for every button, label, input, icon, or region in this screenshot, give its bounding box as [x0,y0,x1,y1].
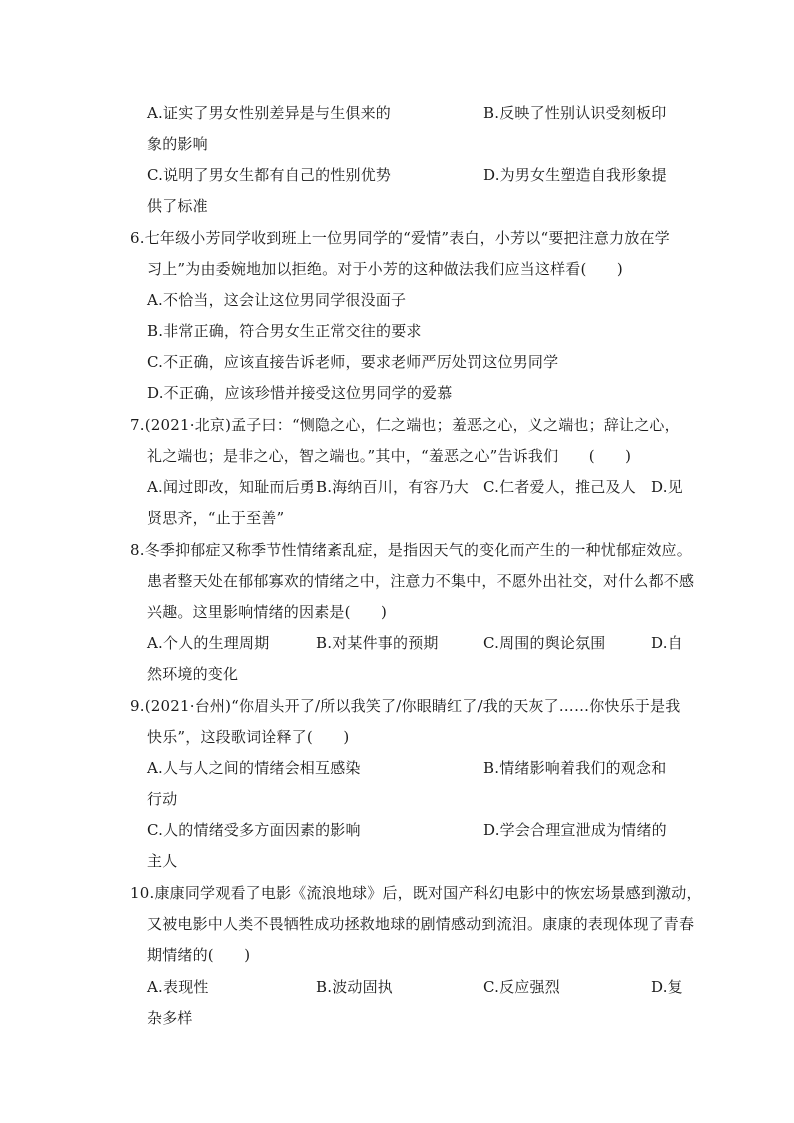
q9-option-b-cont: 行动 [147,790,178,808]
q6-stem-line-1: 6.七年级小芳同学收到班上一位男同学的“爱情”表白，小芳以“要把注意力放在学 [130,229,670,247]
q10-option-c: C.反应强烈 [483,978,560,996]
q9-option-b: B.情绪影响着我们的观念和 [483,759,667,777]
q9-option-a: A.人与人之间的情绪会相互感染 [147,759,361,777]
q7-option-c: C.仁者爱人，推己及人 [483,478,636,496]
q5-option-b-cont: 象的影响 [147,135,208,153]
q6-option-c: C.不正确，应该直接告诉老师，要求老师严厉处罚这位男同学 [147,353,559,371]
q10-stem-line-1: 10.康康同学观看了电影《流浪地球》后，既对国产科幻电影中的恢宏场景感到激动， [130,884,702,902]
q6-option-b: B.非常正确，符合男女生正常交往的要求 [147,322,422,340]
q6-option-d: D.不正确，应该珍惜并接受这位男同学的爱慕 [147,384,453,402]
q8-stem-line-3: 兴趣。这里影响情绪的因素是( ) [147,603,388,621]
q8-option-c: C.周围的舆论氛围 [483,634,606,652]
q8-option-d-cont: 然环境的变化 [147,665,239,683]
q8-option-d: D.自 [651,634,683,652]
q7-option-a: A.闻过即改，知耻而后勇 [147,478,316,496]
q6-option-a: A.不恰当，这会让这位男同学很没面子 [147,291,407,309]
q10-option-a: A.表现性 [147,978,209,996]
q8-stem-line-2: 患者整天处在郁郁寡欢的情绪之中，注意力不集中，不愿外出社交，对什么都不感 [147,572,695,590]
q5-option-d: D.为男女生塑造自我形象提 [483,166,667,184]
q7-option-b: B.海纳百川，有容乃大 [316,478,469,496]
q9-option-d-cont: 主人 [147,852,178,870]
q8-option-b: B.对某件事的预期 [316,634,439,652]
q9-stem-line-2: 快乐”，这段歌词诠释了( ) [147,728,350,746]
q10-stem-line-3: 期情绪的( ) [147,946,251,964]
q7-option-d-cont: 贤思齐，“止于至善” [147,509,285,527]
q9-stem-line-1: 9.(2021·台州)“你眉头开了/所以我笑了/你眼睛红了/我的天灰了……你快乐于是我 [130,697,681,715]
q8-option-a: A.个人的生理周期 [147,634,270,652]
q5-option-a: A.证实了男女性别差异是与生俱来的 [147,104,392,122]
q9-option-c: C.人的情绪受多方面因素的影响 [147,821,361,839]
q7-stem-line-2: 礼之端也；是非之心，智之端也。”其中，“羞恶之心”告诉我们 ( ) [147,447,632,465]
q5-option-d-cont: 供了标准 [147,197,208,215]
q10-option-d: D.复 [651,978,683,996]
q7-option-d: D.见 [651,478,683,496]
q10-stem-line-2: 又被电影中人类不畏牺牲成功拯救地球的剧情感动到流泪。康康的表现体现了青春 [147,915,695,933]
q7-stem-line-1: 7.(2021·北京)孟子曰：“恻隐之心，仁之端也；羞恶之心，义之端也；辞让之心， [130,416,680,434]
q5-option-b: B.反映了性别认识受刻板印 [483,104,667,122]
q5-option-c: C.说明了男女生都有自己的性别优势 [147,166,392,184]
q10-option-d-cont: 杂多样 [147,1009,193,1027]
q9-option-d: D.学会合理宣泄成为情绪的 [483,821,667,839]
q6-stem-line-2: 习上”为由委婉地加以拒绝。对于小芳的这种做法我们应当这样看( ) [147,260,623,278]
q10-option-b: B.波动固执 [316,978,393,996]
q8-stem-line-1: 8.冬季抑郁症又称季节性情绪紊乱症，是指因天气的变化而产生的一种忧郁症效应。 [130,541,692,559]
